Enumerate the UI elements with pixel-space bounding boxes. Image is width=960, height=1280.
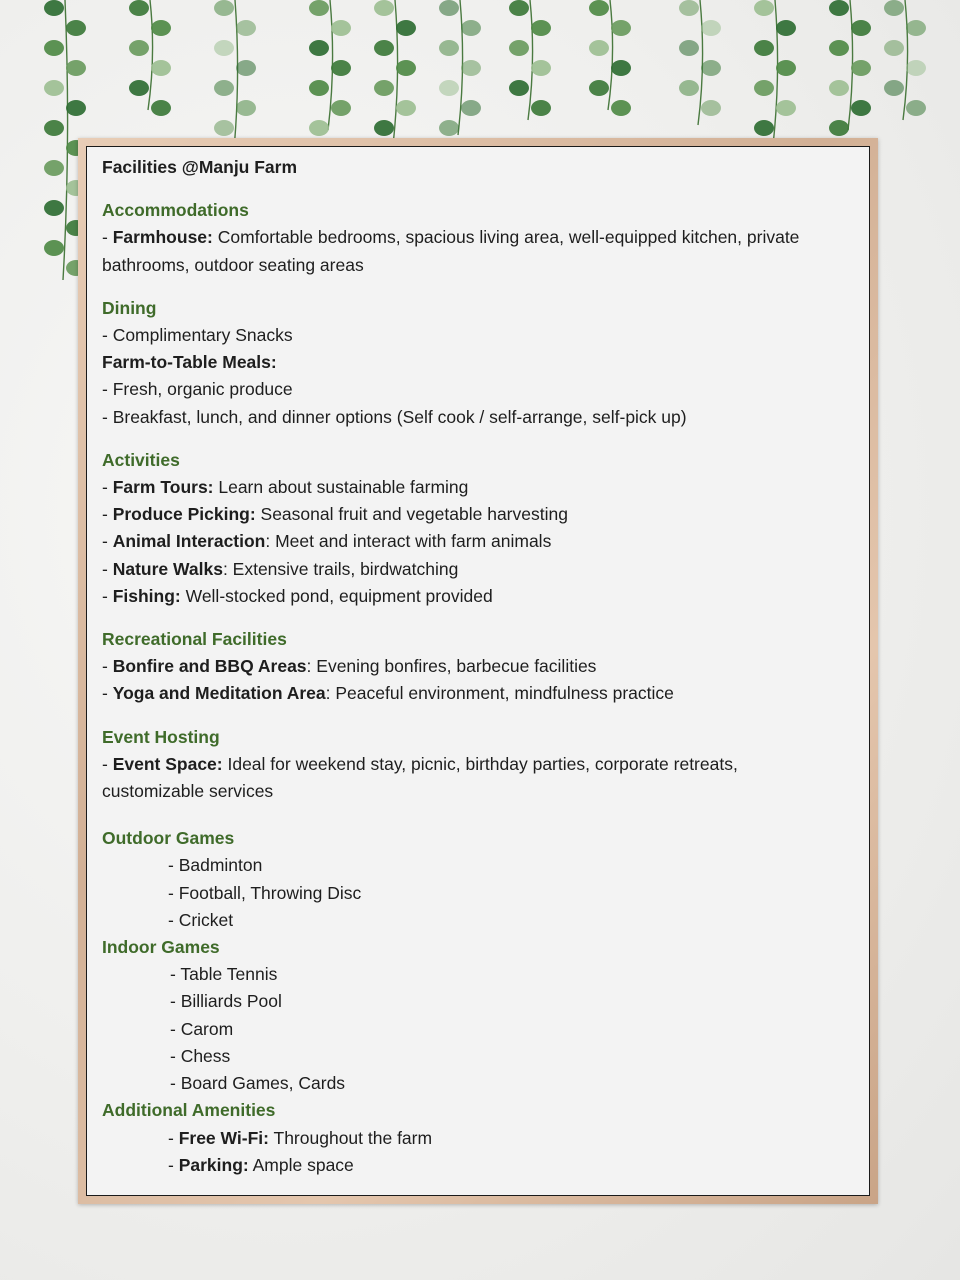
leaf-icon <box>754 0 774 16</box>
leaf-icon <box>439 40 459 56</box>
leaf-icon <box>331 100 351 116</box>
leaf-icon <box>439 80 459 96</box>
activity-item: - Animal Interaction: Meet and interact with farm animals <box>102 531 552 552</box>
activity-label: Produce Picking: <box>112 504 256 525</box>
leaf-icon <box>701 100 721 116</box>
leaf-icon <box>44 120 64 136</box>
leaf-icon <box>906 20 926 36</box>
line-farmhouse-cont: bathrooms, outdoor seating areas <box>102 254 364 275</box>
vine-stem <box>393 0 398 145</box>
leaf-icon <box>589 80 609 96</box>
line-event-space: - Event Space: Ideal for weekend stay, picnic, birthday parties, corporate retreats, <box>102 753 738 774</box>
amenity-text: Ample space <box>248 1154 354 1175</box>
text-farmhouse: Comfortable bedrooms, spacious living area, well-equipped kitchen, private <box>212 227 800 248</box>
leaf-icon <box>884 80 904 96</box>
vine-stem <box>903 0 908 120</box>
leaf-icon <box>309 120 329 136</box>
leaf-icon <box>589 0 609 16</box>
leaf-icon <box>509 0 529 16</box>
leaf-icon <box>829 80 849 96</box>
leaf-icon <box>829 120 849 136</box>
leaf-icon <box>151 20 171 36</box>
activity-label: Nature Walks <box>112 558 223 579</box>
leaf-icon <box>829 40 849 56</box>
leaf-icon <box>589 40 609 56</box>
leaf-icon <box>679 0 699 16</box>
list-item: - Chess <box>170 1045 231 1066</box>
activity-text: Well-stocked pond, equipment provided <box>180 585 493 606</box>
vine-stem <box>608 0 613 110</box>
leaf-icon <box>44 40 64 56</box>
activity-label: Animal Interaction <box>112 531 266 552</box>
leaf-icon <box>66 20 86 36</box>
line-event-space-cont: customizable services <box>102 781 274 802</box>
leaf-icon <box>776 20 796 36</box>
leaf-icon <box>884 0 904 16</box>
leaf-icon <box>331 60 351 76</box>
leaf-icon <box>214 0 234 16</box>
leaf-icon <box>236 60 256 76</box>
list-item: - Table Tennis <box>170 964 278 985</box>
vine-stem <box>148 0 153 110</box>
leaf-icon <box>44 160 64 176</box>
activity-item: - Farm Tours: Learn about sustainable farming <box>102 477 469 498</box>
leaf-icon <box>44 0 64 16</box>
leaf-icon <box>44 200 64 216</box>
heading-additional-amenities: Additional Amenities <box>102 1100 276 1121</box>
line-snacks: - Complimentary Snacks <box>102 325 293 346</box>
leaf-icon <box>461 60 481 76</box>
leaf-icon <box>776 60 796 76</box>
leaf-icon <box>509 40 529 56</box>
list-item: - Football, Throwing Disc <box>168 882 362 903</box>
leaf-icon <box>906 60 926 76</box>
leaf-icon <box>531 60 551 76</box>
leaf-icon <box>754 40 774 56</box>
leaf-icon <box>851 20 871 36</box>
leaf-icon <box>214 40 234 56</box>
list-item: - Carom <box>170 1018 234 1039</box>
leaf-icon <box>66 60 86 76</box>
leaf-icon <box>509 80 529 96</box>
activity-item: - Produce Picking: Seasonal fruit and vegetable harvesting <box>102 504 568 525</box>
vine-stem <box>63 0 68 280</box>
activity-text: : Meet and interact with farm animals <box>265 531 552 552</box>
activity-item: - Fishing: Well-stocked pond, equipment provided <box>102 585 493 606</box>
leaf-icon <box>851 100 871 116</box>
amenity-label: Parking: <box>178 1154 249 1175</box>
leaf-icon <box>754 80 774 96</box>
leaf-icon <box>396 100 416 116</box>
leaf-icon <box>214 80 234 96</box>
leaf-icon <box>374 40 394 56</box>
leaf-icon <box>531 100 551 116</box>
list-item: - Board Games, Cards <box>170 1073 346 1094</box>
heading-indoor-games: Indoor Games <box>102 937 220 958</box>
vine-stem <box>528 0 533 120</box>
leaf-icon <box>236 100 256 116</box>
heading-recreational: Recreational Facilities <box>102 629 287 650</box>
text-event-space: Ideal for weekend stay, picnic, birthday parties, corporate retreats, <box>222 753 738 774</box>
list-item: - Billiards Pool <box>170 991 282 1012</box>
leaf-icon <box>611 100 631 116</box>
facilities-document <box>102 154 862 1179</box>
vine-stem <box>773 0 778 145</box>
leaf-icon <box>151 60 171 76</box>
leaf-icon <box>679 40 699 56</box>
leaf-icon <box>214 120 234 136</box>
leaf-icon <box>129 80 149 96</box>
leaf-icon <box>374 0 394 16</box>
leaf-icon <box>44 240 64 256</box>
leaf-icon <box>236 20 256 36</box>
leaf-icon <box>129 0 149 16</box>
line-meal-options: - Breakfast, lunch, and dinner options (Self cook / self-arrange, self-pick up) <box>102 406 687 427</box>
activity-label: Fishing: <box>112 585 181 606</box>
leaf-icon <box>396 20 416 36</box>
activity-text: Learn about sustainable farming <box>213 477 469 498</box>
recreational-text: : Evening bonfires, barbecue facilities <box>306 656 597 677</box>
leaf-icon <box>461 20 481 36</box>
list-item: - Badminton <box>168 855 263 876</box>
activity-item: - Nature Walks: Extensive trails, birdwatching <box>102 558 459 579</box>
recreational-item: - Bonfire and BBQ Areas: Evening bonfires, barbecue facilities <box>102 656 597 677</box>
label-farmhouse: Farmhouse: <box>112 227 213 248</box>
leaf-icon <box>701 60 721 76</box>
label-event-space: Event Space: <box>112 753 223 774</box>
recreational-text: : Peaceful environment, mindfulness practice <box>325 683 674 704</box>
leaf-icon <box>151 100 171 116</box>
leaf-icon <box>374 80 394 96</box>
leaf-icon <box>461 100 481 116</box>
heading-dining: Dining <box>102 297 157 318</box>
leaf-icon <box>374 120 394 136</box>
leaf-icon <box>331 20 351 36</box>
heading-outdoor-games: Outdoor Games <box>102 828 235 849</box>
activity-label: Farm Tours: <box>112 477 214 498</box>
leaf-icon <box>309 80 329 96</box>
leaf-icon <box>611 60 631 76</box>
leaf-icon <box>884 40 904 56</box>
leaf-icon <box>396 60 416 76</box>
leaf-icon <box>679 80 699 96</box>
heading-activities: Activities <box>102 449 180 470</box>
leaf-icon <box>701 20 721 36</box>
recreational-label: Yoga and Meditation Area <box>112 683 326 704</box>
leaf-icon <box>906 100 926 116</box>
vine-stem <box>233 0 238 160</box>
page-title: Facilities @Manju Farm <box>102 157 298 177</box>
leaf-icon <box>776 100 796 116</box>
label-meals: Farm-to-Table Meals: <box>102 352 277 373</box>
heading-accommodations: Accommodations <box>102 200 249 221</box>
leaf-icon <box>129 40 149 56</box>
subheading-meals <box>102 349 862 376</box>
amenity-label: Free Wi-Fi: <box>178 1127 269 1148</box>
leaf-icon <box>66 100 86 116</box>
leaf-icon <box>851 60 871 76</box>
leaf-icon <box>439 0 459 16</box>
leaf-icon <box>531 20 551 36</box>
recreational-item: - Yoga and Meditation Area: Peaceful environment, mindfulness practice <box>102 683 674 704</box>
leaf-icon <box>309 40 329 56</box>
activity-text: : Extensive trails, birdwatching <box>222 558 459 579</box>
amenity-item: - Parking: Ample space <box>168 1154 354 1175</box>
amenity-item: - Free Wi-Fi: Throughout the farm <box>168 1127 433 1148</box>
leaf-icon <box>754 120 774 136</box>
list-item: - Cricket <box>168 909 234 930</box>
heading-event-hosting: Event Hosting <box>102 726 220 747</box>
line-farmhouse: - Farmhouse: Comfortable bedrooms, spacious living area, well-equipped kitchen, private <box>102 227 800 248</box>
leaf-icon <box>439 120 459 136</box>
recreational-label: Bonfire and BBQ Areas <box>112 656 307 677</box>
leaf-icon <box>309 0 329 16</box>
leaf-icon <box>829 0 849 16</box>
line-produce: - Fresh, organic produce <box>102 379 293 400</box>
leaf-icon <box>611 20 631 36</box>
leaf-icon <box>44 80 64 96</box>
activity-text: Seasonal fruit and vegetable harvesting <box>255 504 568 525</box>
amenity-text: Throughout the farm <box>268 1127 433 1148</box>
